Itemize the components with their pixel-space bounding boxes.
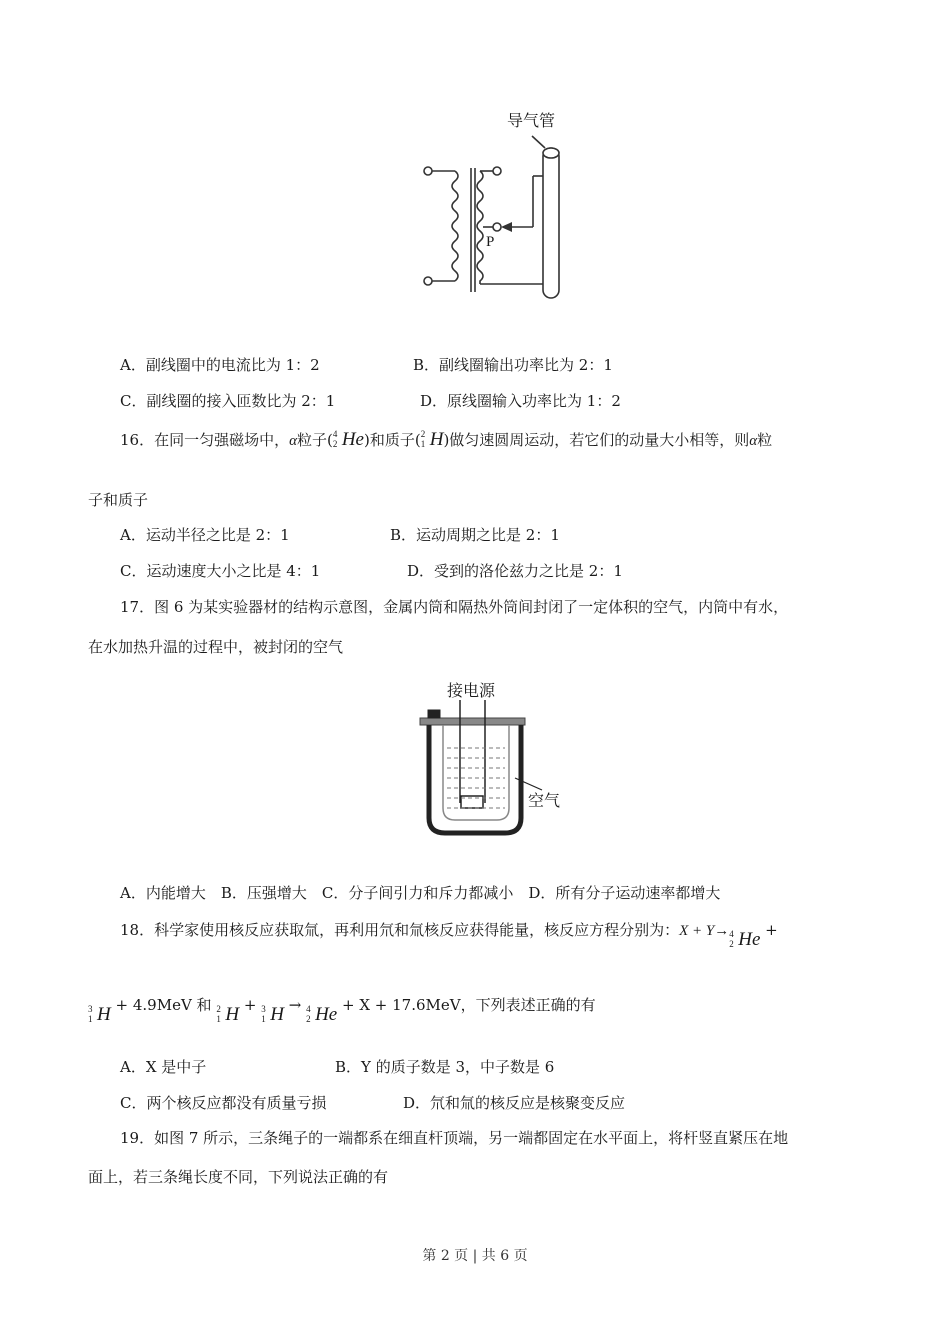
q15-option-b: B．副线圈输出功率比为 2：1 (413, 356, 613, 374)
helium-nuclide-eq1: 4 2 He (729, 929, 761, 950)
q16-stem-line1 (120, 430, 772, 451)
q19-stem-line2: 面上，若三条绳长度不同，下列说法正确的有 (88, 1168, 389, 1186)
q15-option-d: D．原线圈输入功率比为 1：2 (420, 392, 621, 410)
q15-option-a: A．副线圈中的电流比为 1：2 (120, 356, 320, 374)
q17-stem-line1: 17．图 6 为某实验器材的结构示意图，金属内筒和隔热外筒间封闭了一定体积的空气，内筒中有水， (120, 598, 789, 616)
q18-eq2-rhs: + X + 17.6MeV，下列表述正确的有 (342, 996, 596, 1014)
q15-option-c: C．副线圈的接入匝数比为 2：1 (120, 392, 336, 410)
alpha-symbol: α (289, 433, 297, 449)
q16-option-b: B．运动周期之比是 2：1 (390, 526, 560, 544)
transformer-diagram-icon (415, 120, 595, 305)
q18-stem-line2 (88, 995, 596, 1025)
tritium-nuclide-2: 3 1 H (261, 1004, 284, 1025)
q16-option-a: A．运动半径之比是 2：1 (120, 526, 290, 544)
label-tap-p: P (486, 234, 495, 250)
q18-eq1-lhs: X + Y→ (679, 923, 730, 939)
q16-text-4: )做匀速圆周运动，若它们的动量大小相等，则 (443, 431, 750, 449)
label-air: 空气 (528, 791, 561, 810)
page-footer: 第 2 页 | 共 6 页 (422, 1248, 528, 1264)
deuterium-nuclide: 2 1 H (216, 1004, 240, 1025)
q16-stem-line2: 子和质子 (88, 491, 149, 509)
q16-text-2: 粒子( (296, 431, 333, 449)
q16-option-d: D．受到的洛伦兹力之比是 2：1 (407, 562, 623, 580)
label-power-source: 接电源 (447, 681, 496, 700)
q16-option-c: C．运动速度大小之比是 4：1 (120, 562, 321, 580)
q18-option-a: A．X 是中子 (120, 1058, 207, 1076)
helium-nuclide-eq2: 4 2 He (306, 1004, 338, 1025)
q16-text-5: 粒 (757, 431, 773, 449)
hydrogen-nuclide: 2 1 H (420, 429, 444, 450)
arrow-icon: → (288, 996, 302, 1014)
q18-stem-line1 (120, 920, 778, 950)
tritium-nuclide: 3 1 H (88, 1004, 111, 1025)
q18-option-d: D．氘和氚的核反应是核聚变反应 (403, 1094, 626, 1112)
figure-transformer (415, 111, 595, 305)
q16-text-3: )和质子( (363, 431, 421, 449)
q18-option-c: C．两个核反应都没有质量亏损 (120, 1094, 327, 1112)
q16-text-1: 16．在同一匀强磁场中， (120, 431, 290, 449)
q18-plus: + (765, 921, 778, 939)
label-gas-tube: 导气管 (507, 111, 556, 130)
figure-heating-vessel (415, 678, 585, 843)
vessel-diagram-icon (415, 678, 585, 843)
q18-text-1: 18．科学家使用核反应获取氚，再利用氘和氚核反应获得能量，核反应方程分别为： (120, 921, 680, 939)
q18-eq1-energy: + 4.9MeV 和 (115, 996, 212, 1014)
q17-stem-line2: 在水加热升温的过程中，被封闭的空气 (88, 638, 344, 656)
q18-plus-2: + (243, 996, 257, 1014)
alpha-symbol-2: α (749, 433, 758, 449)
q17-options: A．内能增大 B．压强增大 C．分子间引力和斥力都减小 D．所有分子运动速率都增大 (120, 884, 721, 902)
q19-stem-line1: 19．如图 7 所示，三条绳子的一端都系在细直杆顶端，另一端都固定在水平面上，将杆竖直紧压在地 (120, 1129, 789, 1147)
helium-nuclide: 4 2 He (332, 429, 364, 450)
q18-option-b: B．Y 的质子数是 3，中子数是 6 (335, 1058, 555, 1076)
